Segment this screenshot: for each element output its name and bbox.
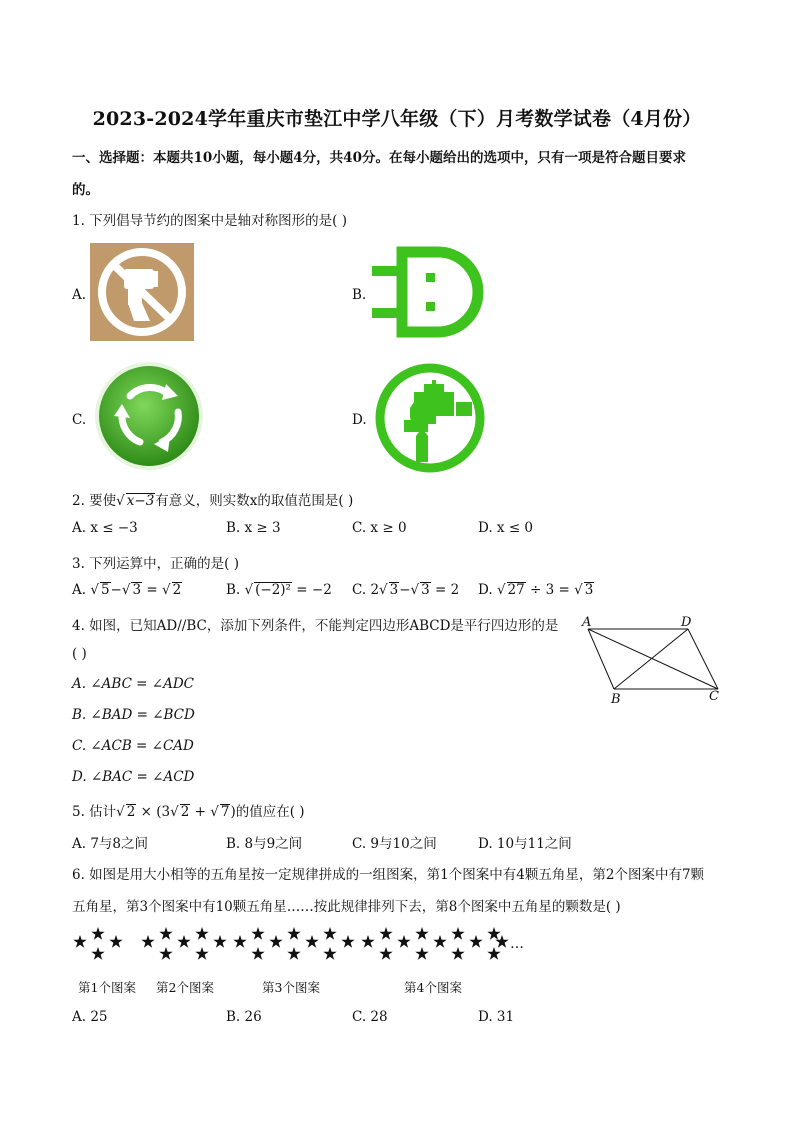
- q4-option-a: A. ∠ABC = ∠ADC: [72, 676, 195, 692]
- q3-c-pre: 2: [370, 582, 380, 598]
- q1-stem: 1. 下列倡导节约的图案中是轴对称图形的是( ): [72, 213, 347, 229]
- section-header-line2: 的。: [72, 182, 99, 198]
- q3-c-label: C.: [352, 582, 367, 598]
- star-icon: [379, 947, 392, 960]
- star-icon: [451, 927, 464, 940]
- q4-option-b: B. ∠BAD = ∠BCD: [72, 707, 195, 723]
- q5-r2: 2: [180, 804, 190, 820]
- q1-label-a: A.: [72, 287, 87, 303]
- q5-times: × (3: [136, 804, 171, 820]
- star-icon: [487, 927, 500, 940]
- star-icon: [323, 927, 336, 940]
- star-icon: [109, 935, 122, 948]
- q3-c-r1: 3: [389, 582, 399, 598]
- no-paper-icon: [90, 243, 194, 345]
- recycle-icon: [92, 360, 206, 476]
- star-icon: [495, 935, 508, 948]
- star-icon: [433, 935, 446, 948]
- q3-a-r1: 5: [100, 582, 110, 598]
- q4-stem: 4. 如图，已知AD//BC，添加下列条件，不能判定四边形ABCD是平行四边形的是: [72, 618, 559, 634]
- q3-option-a: A. √ 5−√ 3 = √ 2: [72, 582, 182, 598]
- star-icon: [415, 947, 428, 960]
- faucet-icon: [374, 362, 486, 478]
- star-icon: [177, 935, 190, 948]
- radical-sign: √: [116, 493, 125, 509]
- q3-b-rad: (−2)²: [255, 582, 291, 598]
- q6-option-a: A. 25: [72, 1009, 108, 1025]
- vertex-d-label: D: [681, 615, 692, 630]
- star-pattern-4: [361, 927, 508, 960]
- q5-option-d: D. 10与11之间: [478, 836, 572, 852]
- plug-icon: [372, 246, 494, 342]
- star-icon: [251, 927, 264, 940]
- star-icon: [451, 947, 464, 960]
- q1-label-b: B.: [352, 287, 367, 303]
- section-header-line1: 一、选择题：本题共10小题，每小题4分，共40分。在每小题给出的选项中，只有一项是符合题目要求: [72, 150, 686, 166]
- star-icon: [141, 935, 154, 948]
- q5-option-a: A. 7与8之间: [72, 836, 149, 852]
- q1-label-c: C.: [72, 412, 87, 428]
- q5-stem-post: )的值应在( ): [230, 804, 305, 820]
- q5-r1: 2: [126, 804, 136, 820]
- q3-b-eq: = −2: [291, 582, 332, 598]
- star-icon: [397, 935, 410, 948]
- q4-option-c: C. ∠ACB = ∠CAD: [72, 738, 194, 754]
- star-icon: [213, 935, 226, 948]
- star-icon: [323, 947, 336, 960]
- q1-label-d: D.: [352, 412, 367, 428]
- star-icon: [415, 927, 428, 940]
- star-icon: [287, 927, 300, 940]
- q2-option-d: D. x ≤ 0: [478, 520, 534, 536]
- star-pattern-2: [141, 927, 226, 960]
- star-icon: [287, 947, 300, 960]
- q2-stem-post: 有意义，则实数x的取值范围是( ): [155, 493, 354, 509]
- q3-b-label: B.: [226, 582, 241, 598]
- q5-stem: 5. 估计√ 2 × (3√ 2 + √ 7)的值应在( ): [72, 804, 305, 820]
- q2-option-a: A. x ≤ −3: [72, 520, 138, 536]
- q6-option-c: C. 28: [352, 1009, 388, 1025]
- caption-pattern-1: 第1个图案: [78, 980, 136, 995]
- star-icon: [379, 927, 392, 940]
- vertex-b-label: B: [611, 692, 621, 706]
- q2-option-c: C. x ≥ 0: [352, 520, 407, 536]
- q3-d-mid: ÷ 3 =: [525, 582, 575, 598]
- star-icon: [91, 927, 104, 940]
- q3-a-r2: 3: [132, 582, 142, 598]
- vertex-c-label: C: [709, 689, 719, 704]
- star-icon: [487, 947, 500, 960]
- pattern-ellipsis: …: [510, 936, 524, 952]
- star-icon: [91, 947, 104, 960]
- parallelogram-figure: [576, 612, 726, 710]
- star-pattern-1: [73, 927, 122, 960]
- star-icon: [233, 935, 246, 948]
- q6-stem-line1: 6. 如图是用大小相等的五角星按一定规律拼成的一组图案，第1个图案中有4颗五角星，第2个图案中有7颗: [72, 867, 705, 883]
- star-icon: [341, 935, 354, 948]
- q3-stem: 3. 下列运算中，正确的是( ): [72, 556, 239, 572]
- q5-option-c: C. 9与10之间: [352, 836, 437, 852]
- q3-c-eq: = 2: [430, 582, 460, 598]
- q2-stem: [72, 489, 353, 509]
- star-icon: [159, 947, 172, 960]
- star-icon: [195, 947, 208, 960]
- star-icon: [469, 935, 482, 948]
- q4-option-d: D. ∠BAC = ∠ACD: [72, 769, 195, 785]
- q3-a-label: A.: [72, 582, 87, 598]
- q5-stem-pre: 5. 估计: [72, 804, 117, 820]
- q6-option-b: B. 26: [226, 1009, 262, 1025]
- q3-d-label: D.: [478, 582, 493, 598]
- star-icon: [159, 927, 172, 940]
- q6-option-d: D. 31: [478, 1009, 515, 1025]
- star-icon: [269, 935, 282, 948]
- q3-d-r2: 3: [584, 582, 594, 598]
- q3-c-mid: −: [399, 582, 411, 598]
- star-icon: [195, 927, 208, 940]
- q3-c-r2: 3: [421, 582, 430, 598]
- q3-option-c: C. 2√ 3−√ 3 = 2: [352, 582, 460, 598]
- star-patterns-figure: [72, 922, 542, 972]
- q5-option-b: B. 8与9之间: [226, 836, 303, 852]
- star-icon: [73, 935, 86, 948]
- star-icon: [251, 947, 264, 960]
- q2-option-b: B. x ≥ 3: [226, 520, 281, 536]
- q3-d-r1: 27: [507, 582, 525, 598]
- star-icon: [305, 935, 318, 948]
- caption-pattern-3: 第3个图案: [262, 980, 320, 995]
- q4-paren: ( ): [72, 646, 87, 662]
- q3-option-d: D. √ 27 ÷ 3 = √ 3: [478, 582, 594, 598]
- q2-radicand: x−3: [126, 493, 155, 509]
- star-icon: [361, 935, 374, 948]
- caption-pattern-2: 第2个图案: [156, 980, 214, 995]
- q5-plus: +: [190, 804, 211, 820]
- vertex-a-label: A: [582, 615, 592, 630]
- q3-a-r3: 2: [172, 582, 182, 598]
- q3-option-b: B. √ (−2)² = −2: [226, 582, 332, 598]
- star-pattern-3: [233, 927, 354, 960]
- q6-stem-line2: 五角星，第3个图案中有10颗五角星……按此规律排列下去，第8个图案中五角星的颗数是( ): [72, 899, 621, 915]
- caption-pattern-4: 第4个图案: [404, 980, 462, 995]
- q3-a-eq: =: [142, 582, 162, 598]
- paper-title: 2023-2024学年重庆市垫江中学八年级（下）月考数学试卷（4月份）: [92, 108, 702, 130]
- q5-r3: 7: [220, 804, 230, 820]
- q2-stem-pre: 2. 要使: [72, 493, 117, 509]
- q3-a-minus: −: [110, 582, 122, 598]
